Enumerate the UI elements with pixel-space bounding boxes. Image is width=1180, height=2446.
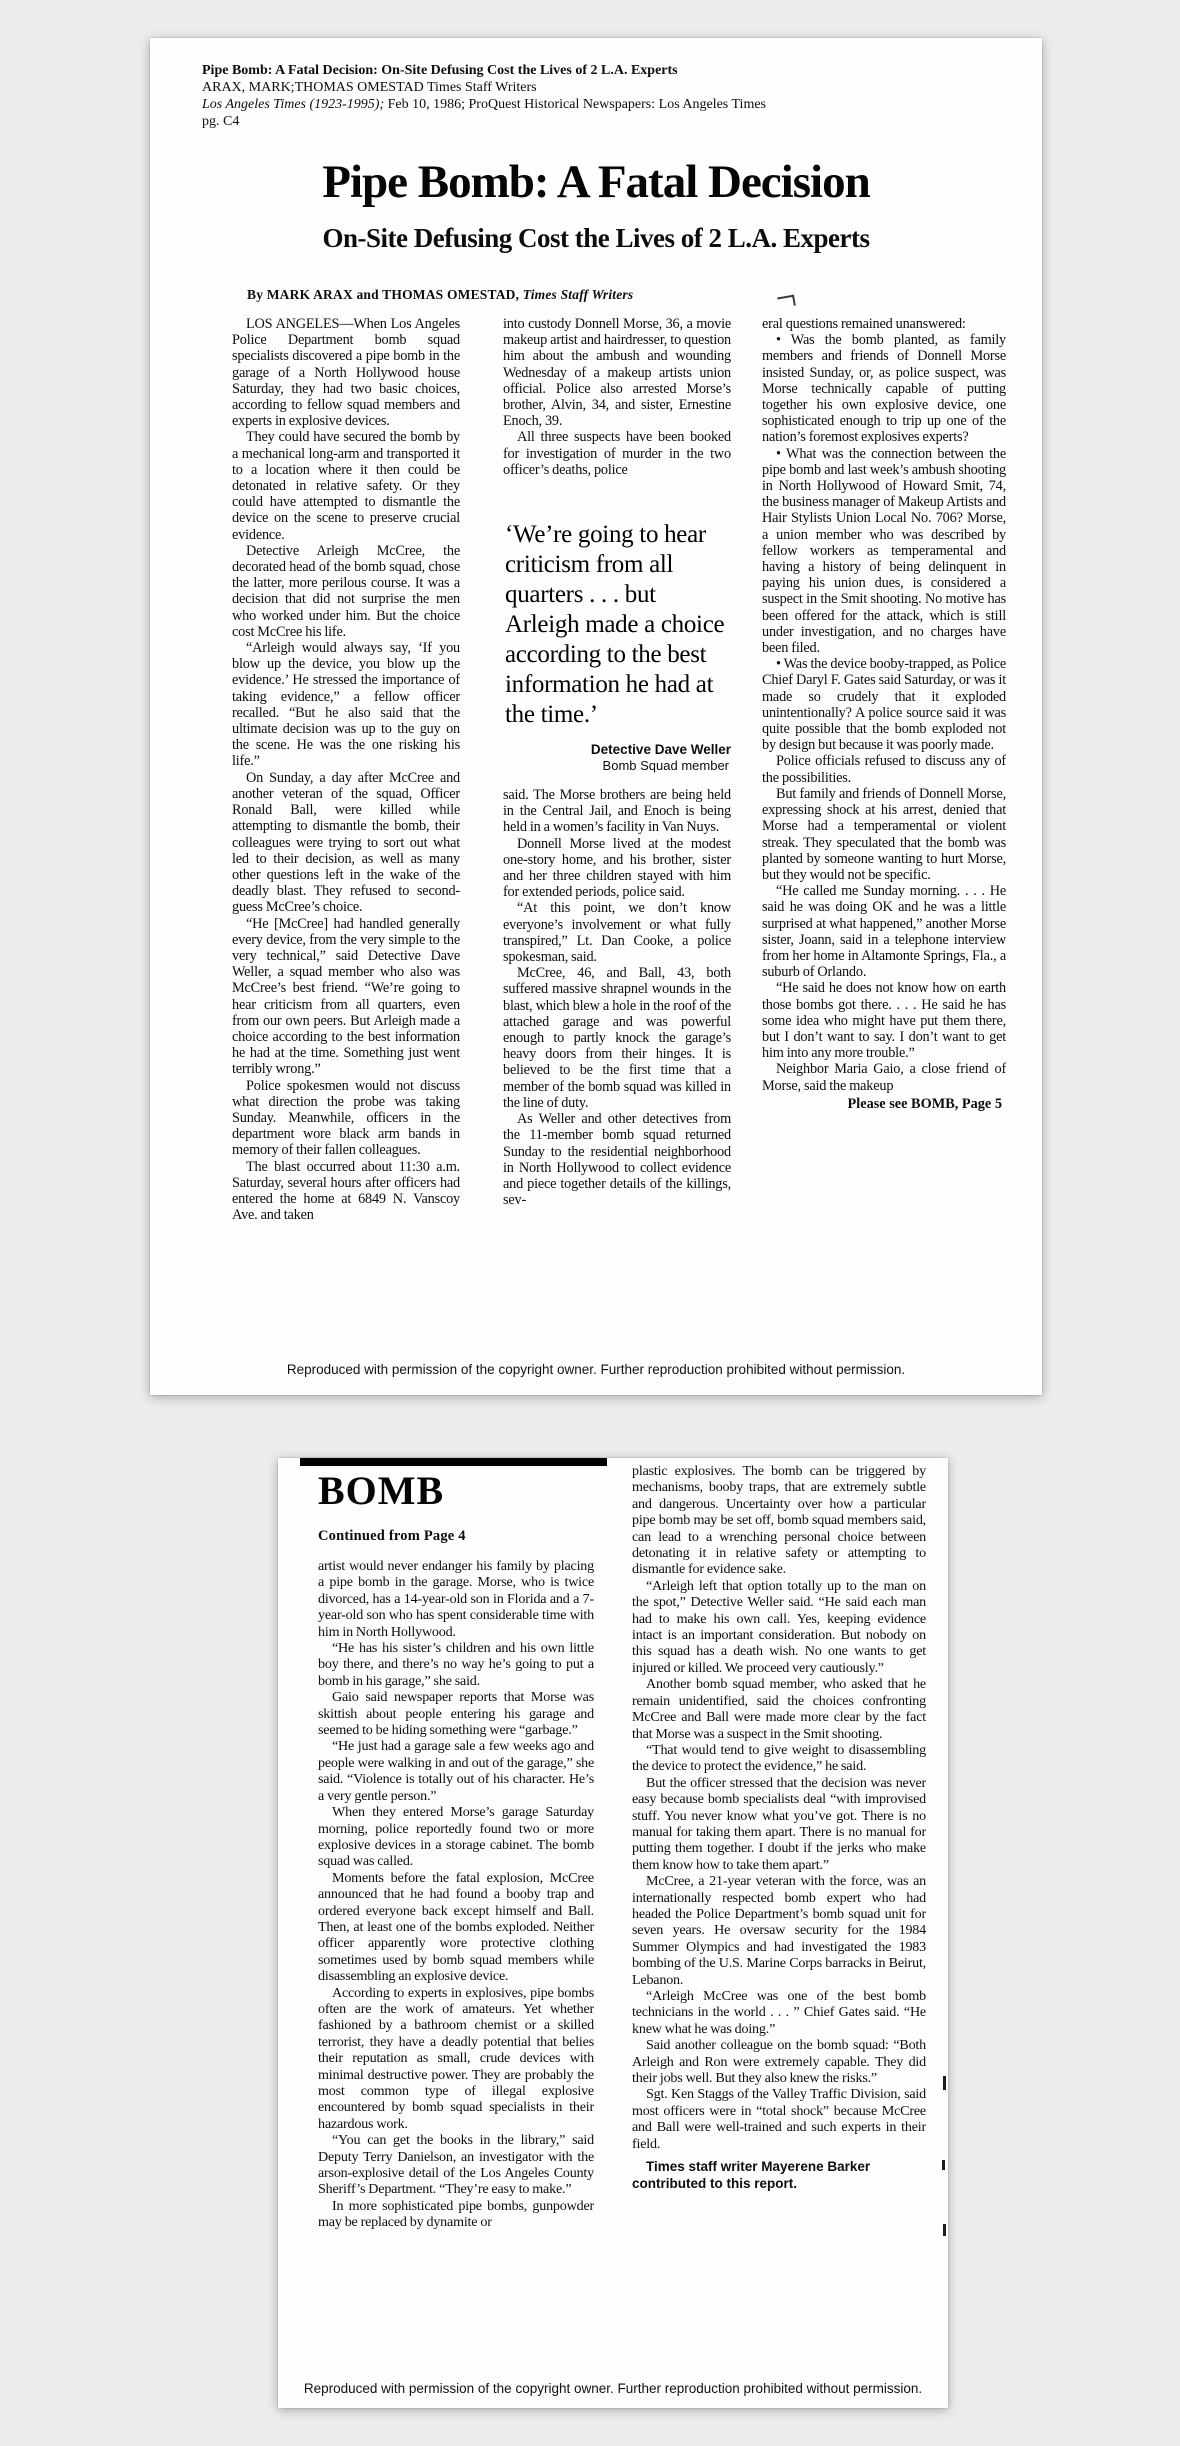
article-paragraph: “Arleigh McCree was one of the best bomb technicians in the world . . . ” Chief Gates said. “He knew what he was doing.” <box>632 1988 926 2037</box>
article-paragraph: artist would never endanger his family by placing a pipe bomb in the garage. Morse, who is twice divorced, has a 14-year-old son in Florida and a 7-year-old son who has spent considerable time with him in North Hollywood. <box>318 1558 594 1640</box>
article-paragraph: • Was the bomb planted, as family members and friends of Donnell Morse insisted Sunday, or, as police suspect, was Morse technically capable of putting together his own explosive device, one sophisticated enough to trip up one of the nation’s foremost explosives experts? <box>762 332 1006 446</box>
article-paragraph: LOS ANGELES—When Los Angeles Police Department bomb squad specialists discovered a pipe bomb in the garage of a North Hollywood house Saturday, they had two basic choices, according to fellow squad members and experts in explosive devices. <box>232 316 460 430</box>
article-paragraph: “That would tend to give weight to disassembling the device to protect the evidence,” he said. <box>632 1741 926 1775</box>
scan-artifact <box>942 2160 945 2170</box>
article-paragraph: All three suspects have been booked for investigation of murder in the two officer’s deaths, police <box>503 429 731 478</box>
newspaper-page-1 <box>150 38 1042 1395</box>
citation-authors: ARAX, MARK;THOMAS OMESTAD Times Staff Writers <box>202 80 537 95</box>
article-paragraph: As Weller and other detectives from the 11-member bomb squad returned Sunday to the residential neighborhood in North Hollywood to collect evidence and piece together details of the killings, sev- <box>503 1111 731 1209</box>
article-columns <box>150 316 1042 1368</box>
paragraph-group <box>632 1463 926 2152</box>
article-paragraph: McCree, a 21-year veteran with the force, was an internationally respected bomb expert who had headed the Police Department’s bomb squad unit for seven years. He oversaw security for the 1984 Summer Olympics and had investigated the 1983 bombing of the U.S. Marine Corps barracks in Beirut, Lebanon. <box>632 1873 926 1988</box>
article-column-1 <box>318 1458 594 2406</box>
citation-source-name: Los Angeles Times (1923-1995); <box>202 97 385 112</box>
pull-quote-attribution-name: Detective Dave Weller <box>590 742 731 758</box>
byline <box>247 287 1042 303</box>
paragraph-group <box>503 787 731 1208</box>
article-paragraph: According to experts in explosives, pipe bombs often are the work of amateurs. Yet whether fashioned by a bathroom chemist or a skilled terrorist, they have a deadly potential that belies their reputation as small, crude devices with minimal destructive power. They are probably the most common type of illegal explosive encountered by bomb squad specialists in their hazardous work. <box>318 1984 594 2132</box>
article-paragraph: “He [McCree] had handled generally every device, from the very simple to the very technical,” said Detective Dave Weller, a squad member who also was McCree’s best friend. “We’re going to hear criticism from all quarters, even from our own peers. But Arleigh made a choice according to the best information he had at the time. Something just went terribly wrong.” <box>232 915 460 1078</box>
paragraph-group <box>318 1558 594 2231</box>
article-paragraph: Gaio said newspaper reports that Morse was skittish about people entering his garage and seemed to be hiding something were “garbage.” <box>318 1689 594 1739</box>
article-paragraph: “He just had a garage sale a few weeks ago and people were walking in and out of the garage,” she said. “Violence is totally out of his character. He’s a very gentle person.” <box>318 1738 594 1804</box>
pull-quote-attribution-role: Bomb Squad member <box>602 758 729 774</box>
scan-artifact <box>943 2224 946 2236</box>
citation-source <box>202 96 1042 113</box>
pen-mark-artifact <box>777 295 796 309</box>
byline-authors: By MARK ARAX and THOMAS OMESTAD, <box>247 287 523 302</box>
article-paragraph: But the officer stressed that the decision was never easy because bomb specialists deal “with improvised stuff. You never know what you’ve got. There is no manual for taking them apart. There is no manual for putting them together. I doubt if the jerks who make them know how to take them apart.” <box>632 1774 926 1873</box>
article-paragraph: Police officials refused to discuss any of the possibilities. <box>762 753 1006 786</box>
article-paragraph: “Arleigh left that option totally up to the man on the spot,” Detective Weller said. “He said each man had to make his own call. Yes, keeping evidence intact is an important consideration. But nobody on this squad has a death wish. No one wants to get injured or killed. We proceed very cautiously.” <box>632 1577 926 1676</box>
article-column-1 <box>232 316 460 1368</box>
proquest-citation <box>150 38 1042 130</box>
article-paragraph: “He said he does not know how on earth those bombs got there. . . . He said he has some idea who might have put them there, but I don’t want to say. I don’t want to get him into any more trouble.” <box>762 980 1006 1062</box>
continued-from-label: Continued from Page 4 <box>318 1528 466 1544</box>
article-paragraph: • What was the connection between the pipe bomb and last week’s ambush shooting in North Hollywood of Howard Smit, 74, the business manager of Makeup Artists and Hair Stylists Union Local No. 706? Morse, a union member who was described by fellow workers as temperamental and having a history of being delinquent in paying his union dues, is considered a suspect in the Smit shooting. No motive has been offered for the attack, which is still under investigation, and no charges have been filed. <box>762 445 1006 657</box>
article-paragraph: The blast occurred about 11:30 a.m. Saturday, several hours after officers had entered the home at 6849 N. Vanscoy Ave. and taken <box>232 1158 460 1224</box>
byline-role: Times Staff Writers <box>522 287 634 302</box>
article-paragraph: plastic explosives. The bomb can be triggered by mechanisms, booby traps, that are extremely subtle and dangerous. Uncertainty over how a particular pipe bomb may be set off, bomb squad members said, can lead to a wrenching personal choice between detonating it in relative safety or attempting to dismantle for evidence sake. <box>632 1463 926 1578</box>
article-headline: Pipe Bomb: A Fatal Decision <box>322 156 870 208</box>
article-paragraph: Detective Arleigh McCree, the decorated head of the bomb squad, chose the latter, more perilous course. It was a decision that did not surprise the men who worked under him. But the choice cost McCree his life. <box>232 542 460 640</box>
copyright-footer: Reproduced with permission of the copyright owner. Further reproduction prohibited without permission. <box>286 1362 906 1377</box>
article-paragraph: But family and friends of Donnell Morse, expressing shock at his arrest, denied that Morse had a temperamental or violent streak. They speculated that the bomb was planted by someone wanting to hurt Morse, but they would not be specific. <box>762 785 1006 883</box>
article-paragraph: When they entered Morse’s garage Saturday morning, police reportedly found two or more explosive devices in a storage cabinet. The bomb squad was called. <box>318 1804 594 1870</box>
citation-page-ref: pg. C4 <box>202 114 240 129</box>
copyright-footer: Reproduced with permission of the copyright owner. Further reproduction prohibited without permission. <box>303 2381 923 2396</box>
article-paragraph: Police spokesmen would not discuss what direction the probe was taking Sunday. Meanwhile, officers in the department wore black arm bands in memory of their fallen colleagues. <box>232 1077 460 1159</box>
article-paragraph: “Arleigh would always say, ‘If you blow up the device, you blow up the evidence.’ He stressed the importance of taking evidence,” a fellow officer recalled. “But he also said that the ultimate decision was up to the guy on the scene. He was the one risking his life.” <box>232 640 460 770</box>
article-paragraph: Said another colleague on the bomb squad: “Both Arleigh and Ron were extremely capable. They did their jobs well. But they also knew the risks.” <box>632 2037 926 2087</box>
article-paragraph: • Was the device booby-trapped, as Police Chief Daryl F. Gates said Saturday, or was it made so crudely that it exploded unintentionally? A police source said it was quite possible that the bomb exploded not by design but because it was poorly made. <box>762 656 1006 754</box>
article-paragraph: into custody Donnell Morse, 36, a movie makeup artist and hairdresser, to question him about the ambush and wounding Wednesday of a makeup artists union official. Police also arrested Morse’s brother, Alvin, 34, and sister, Ernestine Enoch, 39. <box>503 316 731 430</box>
article-paragraph: Moments before the fatal explosion, McCree announced that he had found a booby trap and ordered everyone back except himself and Ball. Then, at least one of the bombs exploded. Neither officer apparently wore protective clothing sometimes used by bomb squad members while disassembling an explosive device. <box>318 1869 594 1985</box>
pull-quote-text: ‘We’re going to hear criticism from all quarters . . . but Arleigh made a choice according to the best information he had at the time.’ <box>505 521 725 729</box>
continuation-notice: Please see BOMB, Page 5 <box>847 1095 1002 1112</box>
article-paragraph: Sgt. Ken Staggs of the Valley Traffic Division, said most officers were in “total shock” because McCree and Ball were well-trained and such experts in their field. <box>632 2086 926 2152</box>
scan-artifact <box>943 2076 946 2090</box>
article-paragraph: They could have secured the bomb by a mechanical long-arm and transported it to a location where it then could be detonated in relative safety. Or they could have attempted to dismantle the device on the scene to preserve crucial evidence. <box>232 429 460 543</box>
article-column-2 <box>632 1458 926 2399</box>
paragraph-group <box>232 316 460 1223</box>
article-paragraph: eral questions remained unanswered: <box>762 316 966 332</box>
article-column-3 <box>762 316 1006 1368</box>
pull-quote <box>505 520 731 773</box>
article-subheadline: On-Site Defusing Cost the Lives of 2 L.A. Experts <box>322 223 870 253</box>
article-paragraph: “You can get the books in the library,” said Deputy Terry Danielson, an investigator with the arson-explosive detail of the Los Angeles County Sheriff’s Department. “They’re easy to make.” <box>318 2132 594 2198</box>
article-column-2 <box>503 316 731 1368</box>
article-paragraph: “He called me Sunday morning. . . . He said he was doing OK and he was a little surprised at what happened,” another Morse sister, Joann, said in a telephone interview from her home in Altamonte Springs, Fla., a suburb of Orlando. <box>762 883 1006 981</box>
article-paragraph: said. The Morse brothers are being held in the Central Jail, and Enoch is being held in a women’s facility in Van Nuys. <box>503 787 731 836</box>
contributor-tagline: Times staff writer Mayerene Barker contributed to this report. <box>632 2159 871 2192</box>
newspaper-page-2 <box>278 1458 948 2408</box>
article-paragraph: Another bomb squad member, who asked that he remain unidentified, said the choices confronting McCree and Ball were made more clear by the fact that Morse was a suspect in the Smit shooting. <box>632 1676 926 1742</box>
paragraph-group <box>762 316 1006 1094</box>
article-paragraph: “At this point, we don’t know everyone’s involvement or what fully transpired,” Lt. Dan Cooke, a police spokesman, said. <box>503 900 731 966</box>
continuation-headline: BOMB <box>318 1468 445 1513</box>
citation-title: Pipe Bomb: A Fatal Decision: On-Site Defusing Cost the Lives of 2 L.A. Experts <box>202 63 678 78</box>
paragraph-group <box>503 316 731 478</box>
article-paragraph: On Sunday, a day after McCree and another veteran of the squad, Officer Ronald Ball, were killed while attempting to dismantle the bomb, their colleagues were trying to sort out what led to their decision, as well as many other questions left in the wake of the deadly blast. They refused to second-guess McCree’s choice. <box>232 769 460 916</box>
article-paragraph: Donnell Morse lived at the modest one-story home, and his brother, sister and her three children stayed with him for extended periods, police said. <box>503 835 731 901</box>
article-paragraph: “He has his sister’s children and his own little boy there, and there’s no way he’s going to put a bomb in his garage,” she said. <box>318 1640 594 1689</box>
article-paragraph: In more sophisticated pipe bombs, gunpowder may be replaced by dynamite or <box>318 2197 594 2231</box>
citation-source-detail: Feb 10, 1986; ProQuest Historical Newspapers: Los Angeles Times <box>384 97 766 112</box>
article-paragraph: McCree, 46, and Ball, 43, both suffered massive shrapnel wounds in the blast, which blew a hole in the roof of the attached garage and was powerful enough to partly knock the garage’s heavy doors from their hinges. It is believed to be the first time that a member of the bomb squad was killed in the line of duty. <box>503 965 731 1111</box>
article-paragraph: Neighbor Maria Gaio, a close friend of Morse, said the makeup <box>762 1061 1006 1094</box>
